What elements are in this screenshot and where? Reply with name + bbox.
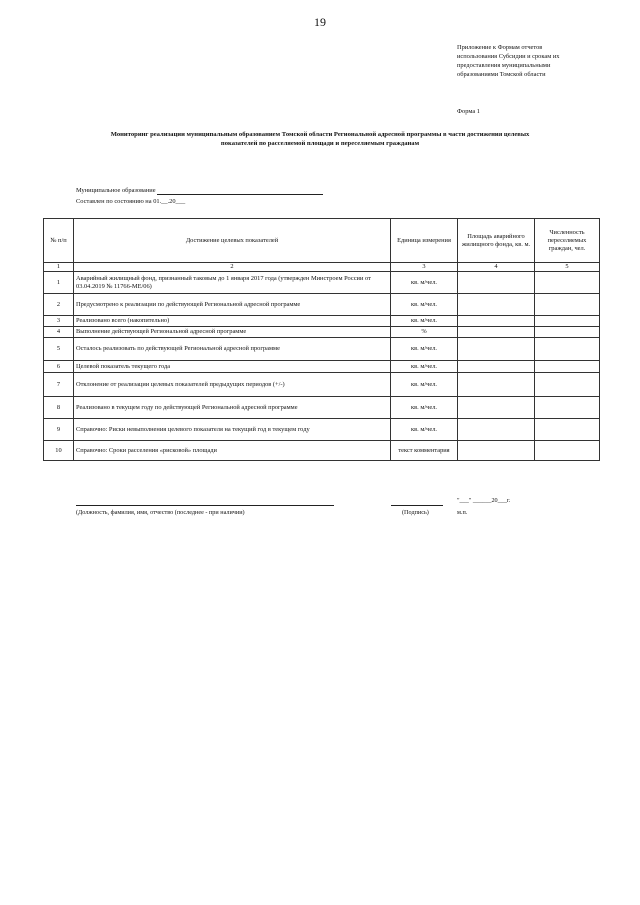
row-unit: кв. м/чел.: [391, 294, 458, 316]
municipality-blank: [157, 187, 323, 195]
report-date-field: [76, 198, 185, 205]
title-line: показателей по расселяемой площади и переселяемым гражданам: [220, 140, 420, 147]
area-cell[interactable]: [458, 316, 535, 327]
row-number: 9: [44, 419, 74, 441]
table-row: [44, 419, 600, 441]
row-unit: кв. м/чел.: [391, 419, 458, 441]
row-unit: кв. м/чел.: [391, 361, 458, 373]
column-index: 3: [391, 263, 458, 272]
table-row: [44, 327, 600, 338]
appendix-line: образованиями Томской области: [457, 71, 546, 78]
row-indicator: Предусмотрено к реализации по действующей Региональной адресной программе: [74, 294, 391, 316]
table-row: [44, 373, 600, 397]
appendix-line: предоставления муниципальными: [457, 62, 551, 69]
signature-line: [391, 505, 443, 506]
people-cell[interactable]: [535, 294, 600, 316]
area-cell[interactable]: [458, 419, 535, 441]
page-number: 19: [314, 15, 326, 29]
column-index: 1: [44, 263, 74, 272]
area-cell[interactable]: [458, 272, 535, 294]
row-indicator: Осталось реализовать по действующей Региональной адресной программе: [74, 338, 391, 361]
row-number: 3: [44, 316, 74, 327]
stamp-label: м.п.: [457, 509, 468, 516]
area-cell[interactable]: [458, 327, 535, 338]
form-label: Форма 1: [457, 108, 480, 115]
area-cell[interactable]: [458, 441, 535, 461]
position-signature-line: [76, 505, 334, 506]
area-cell[interactable]: [458, 294, 535, 316]
people-cell[interactable]: [535, 316, 600, 327]
row-indicator: Справочно: Сроки расселения «рисковой» площади: [74, 441, 391, 461]
table-header-row: [44, 219, 600, 263]
column-index-row: [44, 263, 600, 272]
people-cell[interactable]: [535, 397, 600, 419]
people-cell[interactable]: [535, 338, 600, 361]
header-people: Численность переселяемых граждан, чел.: [535, 219, 600, 263]
row-number: 10: [44, 441, 74, 461]
area-cell[interactable]: [458, 338, 535, 361]
people-cell[interactable]: [535, 373, 600, 397]
row-unit: кв. м/чел.: [391, 316, 458, 327]
people-cell[interactable]: [535, 441, 600, 461]
row-indicator: Отклонение от реализации целевых показателей предыдущих периодов (+/-): [74, 373, 391, 397]
row-number: 7: [44, 373, 74, 397]
appendix-line: Приложение к Формам отчетов: [457, 44, 543, 51]
row-indicator: Целевой показатель текущего года: [74, 361, 391, 373]
row-number: 2: [44, 294, 74, 316]
row-indicator: Реализовано всего (накопительно): [74, 316, 391, 327]
header-area: Площадь аварийного жилищного фонда, кв. м.: [458, 219, 535, 263]
people-cell[interactable]: [535, 272, 600, 294]
header-unit: Единица измерения: [391, 219, 458, 263]
row-number: 8: [44, 397, 74, 419]
people-cell[interactable]: [535, 419, 600, 441]
signature-date: "___" ______20___г.: [457, 497, 511, 504]
table-row: [44, 397, 600, 419]
header-num: № п/п: [44, 219, 74, 263]
report-date-label: Составлен по состоянию на: [76, 198, 152, 205]
row-indicator: Справочно: Риски невыполнения целевого показателя на текущий год в текущем году: [74, 419, 391, 441]
report-date-value: 01.__.20___: [153, 198, 186, 205]
row-indicator: Выполнение действующей Региональной адресной программе: [74, 327, 391, 338]
area-cell[interactable]: [458, 397, 535, 419]
document-title: [50, 130, 590, 148]
row-number: 6: [44, 361, 74, 373]
column-index: 4: [458, 263, 535, 272]
table-row: [44, 294, 600, 316]
title-line: Мониторинг реализации муниципальным образованием Томской области Региональной адресной программы в части достижения целевых: [110, 131, 530, 138]
table-row: [44, 338, 600, 361]
position-label: (Должность, фамилия, имя, отчество (последнее - при наличии): [76, 509, 245, 516]
table-row: [44, 441, 600, 461]
row-unit: текст комментария: [391, 441, 458, 461]
row-indicator: Аварийный жилищный фонд, признанный таковым до 1 января 2017 года (утвержден Минстроем России от 03.04.2019 № 11766-МЕ/06): [74, 272, 391, 294]
area-cell[interactable]: [458, 361, 535, 373]
table-row: [44, 316, 600, 327]
row-unit: кв. м/чел.: [391, 373, 458, 397]
municipality-label: Муниципальное образование: [76, 187, 156, 194]
signature-label: (Подпись): [402, 509, 429, 516]
column-index: 2: [74, 263, 391, 272]
table-row: [44, 361, 600, 373]
table-row: [44, 272, 600, 294]
row-unit: кв. м/чел.: [391, 338, 458, 361]
row-number: 5: [44, 338, 74, 361]
municipality-field: [76, 187, 323, 195]
header-indicator: Достижение целевых показателей: [74, 219, 391, 263]
monitoring-table: [43, 218, 600, 461]
column-index: 5: [535, 263, 600, 272]
people-cell[interactable]: [535, 361, 600, 373]
row-unit: кв. м/чел.: [391, 397, 458, 419]
appendix-note: [457, 43, 627, 79]
area-cell[interactable]: [458, 373, 535, 397]
row-indicator: Реализовано в текущем году по действующей Региональной адресной программе: [74, 397, 391, 419]
row-unit: %: [391, 327, 458, 338]
row-number: 1: [44, 272, 74, 294]
people-cell[interactable]: [535, 327, 600, 338]
row-unit: кв. м/чел.: [391, 272, 458, 294]
appendix-line: использования Субсидии и срокам их: [457, 53, 560, 60]
row-number: 4: [44, 327, 74, 338]
